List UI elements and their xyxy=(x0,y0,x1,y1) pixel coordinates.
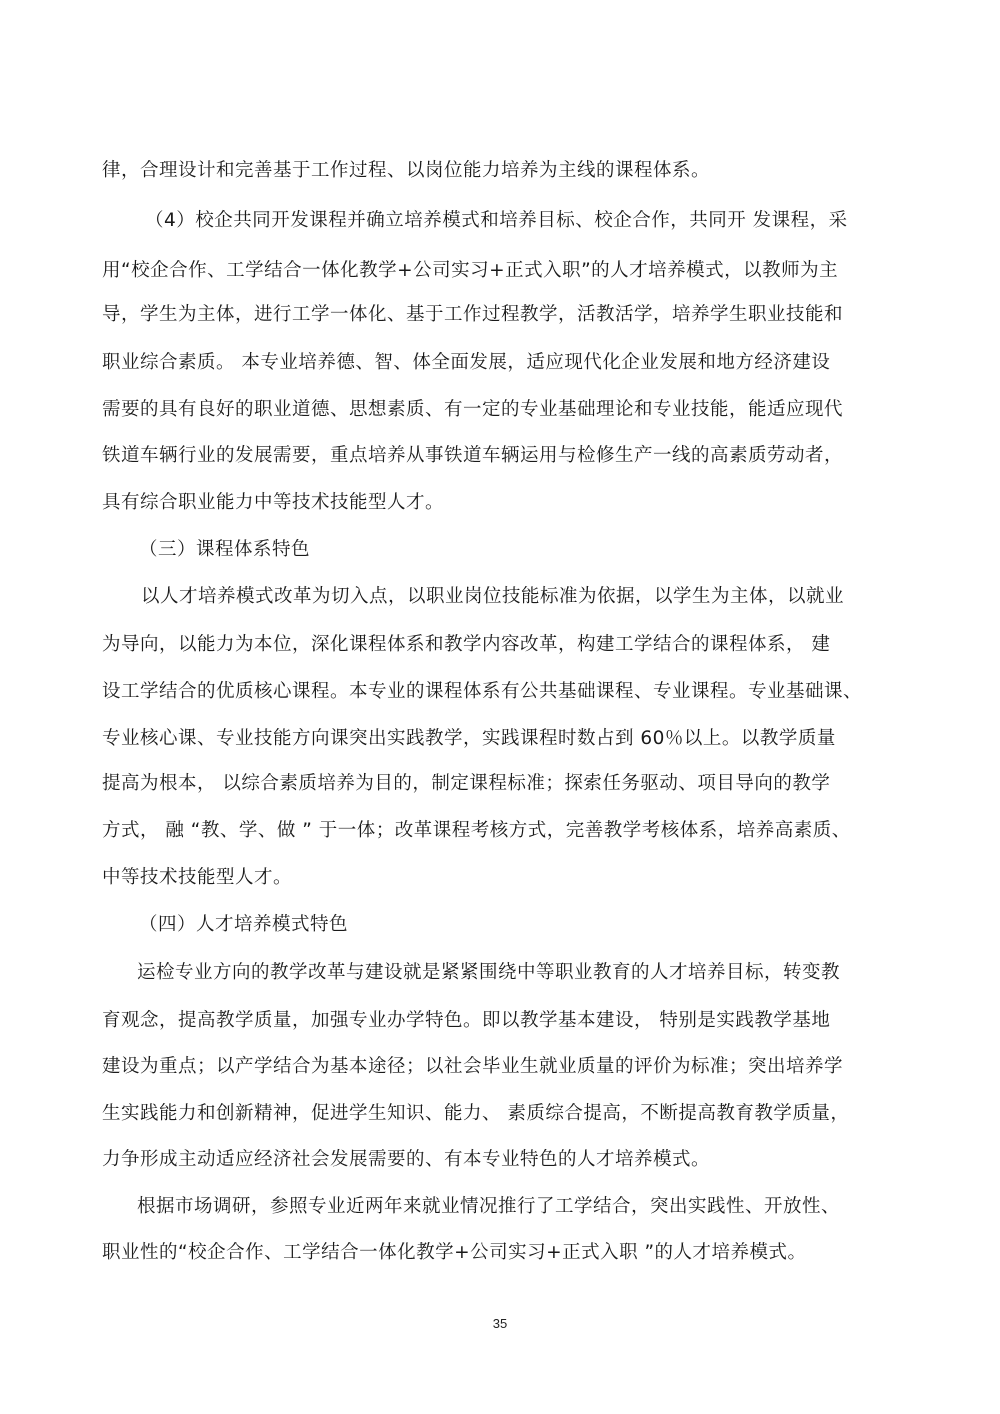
text-line-8: 具有综合职业能力中等技术技能型人才。 xyxy=(102,492,445,513)
text-line-4: 导，学生为主体，进行工学一体化、基于工作过程教学，活教活学，培养学生职业技能和 xyxy=(102,304,844,325)
text-line-16: 中等技术技能型人才。 xyxy=(102,867,293,888)
text-line-3: 用“校企合作、工学结合一体化教学+公司实习+正式入职”的人才培养模式，以教师为主 xyxy=(102,260,839,281)
text-line-11: 为导向，以能力为本位，深化课程体系和教学内容改革，构建工学结合的课程体系， 建 xyxy=(102,634,831,655)
text-line-18: 运检专业方向的教学改革与建设就是紧紧围绕中等职业教育的人才培养目标，转变教 xyxy=(137,962,841,983)
page-number: 35 xyxy=(492,1316,508,1331)
text-line-6: 需要的具有良好的职业道德、思想素质、有一定的专业基础理论和专业技能，能适应现代 xyxy=(102,399,844,420)
text-line-22: 力争形成主动适应经济社会发展需要的、有本专业特色的人才培养模式。 xyxy=(102,1149,711,1170)
text-line-10: 以人才培养模式改革为切入点，以职业岗位技能标准为依据，以学生为主体，以就业 xyxy=(141,586,845,607)
text-line-12: 设工学结合的优质核心课程。本专业的课程体系有公共基础课程、专业课程。专业基础课、 xyxy=(102,681,863,702)
text-line-20: 建设为重点；以产学结合为基本途径；以社会毕业生就业质量的评价为标准；突出培养学 xyxy=(102,1056,844,1077)
text-line-21: 生实践能力和创新精神，促进学生知识、能力、 素质综合提高，不断提高教育教学质量， xyxy=(102,1103,850,1124)
section-heading-4: （四）人才培养模式特色 xyxy=(139,914,349,935)
text-line-19: 育观念，提高教学质量，加强专业办学特色。即以教学基本建设， 特别是实践教学基地 xyxy=(102,1010,831,1031)
text-line-5: 职业综合素质。 本专业培养德、智、体全面发展，适应现代化企业发展和地方经济建设 xyxy=(102,352,831,373)
text-line-15: 方式， 融 “教、学、做 ” 于一体；改革课程考核方式，完善教学考核体系，培养高素质、 xyxy=(102,820,851,841)
text-line-13: 专业核心课、专业技能方向课突出实践教学，实践课程时数占到 60％以上。以教学质量 xyxy=(102,728,836,749)
text-line-7: 铁道车辆行业的发展需要，重点培养从事铁道车辆运用与检修生产一线的高素质劳动者， xyxy=(102,445,844,466)
text-line-24: 职业性的“校企合作、工学结合一体化教学+公司实习+正式入职 ”的人才培养模式。 xyxy=(102,1242,807,1263)
text-line-1: 律，合理设计和完善基于工作过程、以岗位能力培养为主线的课程体系。 xyxy=(102,160,711,181)
text-line-23: 根据市场调研，参照专业近两年来就业情况推行了工学结合，突出实践性、开放性、 xyxy=(137,1196,841,1217)
text-line-14: 提高为根本， 以综合素质培养为目的，制定课程标准；探索任务驱动、项目导向的教学 xyxy=(102,773,831,794)
text-line-2: （4）校企共同开发课程并确立培养模式和培养目标、校企合作，共同开 发课程，采 xyxy=(145,210,848,231)
section-heading-3: （三）课程体系特色 xyxy=(139,539,311,560)
